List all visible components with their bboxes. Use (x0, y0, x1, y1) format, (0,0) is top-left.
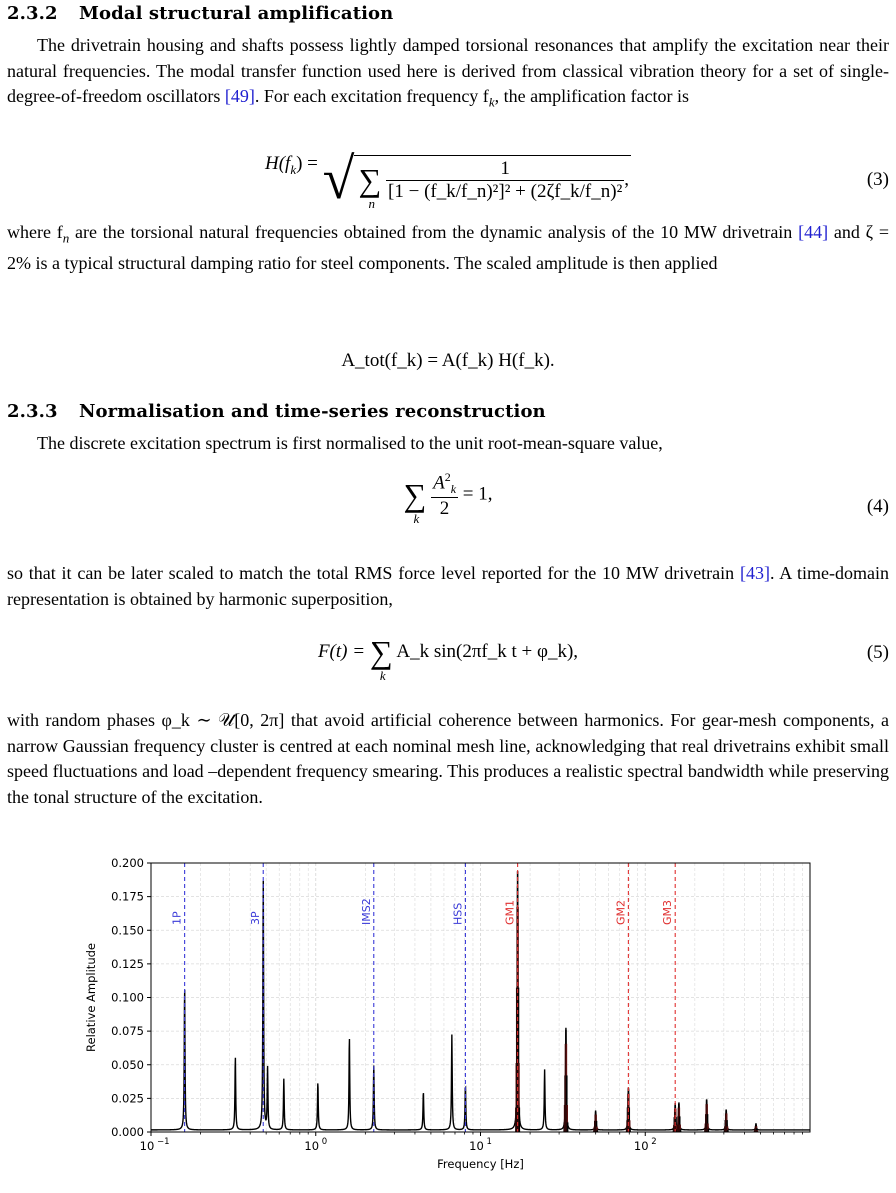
equation-body: F(t) = ∑ k A_k sin(2πf_k t + φ_k), (317, 634, 579, 683)
section-heading-2-3-3 (7, 401, 546, 422)
y-axis-label: Relative Amplitude (84, 943, 98, 1052)
section-heading-2-3-2 (7, 3, 393, 24)
paragraph-natural-frequencies: where $f_n$ are the torsional natural frequencies obtained from the dynamic analysis of the 10 MW drivetrain [44] and ζ = 2% is a typical structural damping ratio for steel components. The scaled amplitude is then applied (7, 222, 890, 274)
citation-link[interactable]: [49] (224, 86, 255, 107)
spectrum-chart (7, 855, 887, 1193)
section-title: Modal structural amplification (79, 3, 394, 24)
x-tick-exponent: −1 (157, 1137, 170, 1147)
y-tick-label: 0.025 (111, 1091, 144, 1106)
paragraph-text: and ζ = 2% is a typical structural damping ratio for steel components. The scaled amplitude is then applied (7, 222, 890, 274)
fraction-numerator: 1 (386, 158, 624, 181)
paragraph-text: The drivetrain housing and shafts possess lightly damped torsional resonances that amplify the excitation near their natural frequencies. The modal transfer function used here is derived from classical vibration theory for a set of single-degree-of-freedom oscillators (7, 35, 889, 107)
y-tick-label: 0.200 (111, 856, 144, 870)
y-tick-label: 0.075 (111, 1024, 144, 1039)
equation-body: $H(f_k)$ = √ ∑ n $\frac{1}{\text{[1 − (f\_k/f\_n)²]² + (2ζf\_k/f\_n)²}}$ , (264, 146, 630, 211)
marker-label-3P: 3P (249, 911, 263, 925)
equation-5 (7, 634, 889, 694)
equation-number: (5) (866, 642, 889, 663)
x-tick-label: 10 (633, 1139, 649, 1153)
marker-label-GM1: GM1 (503, 899, 517, 925)
marker-label-HSS: HSS (451, 902, 465, 925)
equation-rhs: = 1, (462, 483, 493, 505)
equation-4 (7, 470, 889, 540)
equation-body: A_tot(f_k) = A(f_k) H(f_k). (341, 350, 555, 371)
y-tick-label: 0.125 (111, 956, 144, 971)
equation-lhs: H(f (264, 153, 291, 175)
paragraph-text: are the torsional natural frequencies obtained from the dynamic analysis of the 10 MW drivetrain (69, 222, 799, 242)
paragraph-random-phases: with random phases φ_k ∼ 𝒰[0, 2π] that avoid artificial coherence between harmonics. For gear-mesh components, a narrow Gaussian frequency cluster is centred at each nominal mesh line, acknowledging that real drivetrains exhibit small speed fluctuations and load –dependent frequency smearing. This produces a realistic spectral bandwidth while preserving the tonal structure of the excitation. (7, 710, 889, 807)
citation-link[interactable]: [43] (739, 563, 770, 583)
x-tick-label: 10 (139, 1139, 155, 1153)
equation-rhs: A_k sin(2πf_k t + φ_k), (396, 640, 579, 662)
x-tick-exponent: 1 (486, 1137, 492, 1147)
y-tick-label: 0.100 (111, 990, 144, 1005)
section-title: Normalisation and time-series reconstruction (79, 401, 546, 422)
section-number: 2.3.2 (7, 3, 58, 24)
equation-number: (4) (866, 496, 889, 517)
equation-body: ∑ k $\frac{A^2_k}{2}$ = 1, (403, 470, 493, 526)
x-tick-exponent: 0 (321, 1137, 328, 1147)
marker-label-GM3: GM3 (661, 899, 675, 925)
marker-label-GM2: GM2 (614, 899, 628, 925)
section-number: 2.3.3 (7, 401, 58, 422)
equation-lhs: F(t) = (317, 640, 366, 662)
fraction-denominator: [1 − (f_k/f_n)²]² + (2ζf_k/f_n)² (388, 181, 623, 202)
y-tick-label: 0.150 (111, 923, 144, 938)
y-tick-label: 0.175 (111, 889, 144, 904)
equation-atot (7, 350, 889, 376)
citation-link[interactable]: [44] (798, 222, 829, 242)
paragraph-normalisation: The discrete excitation spectrum is first normalised to the unit root-mean-square value, (37, 433, 663, 453)
paragraph-text: so that it can be later scaled to match the total RMS force level reported for the 10 MW drivetrain (7, 563, 740, 583)
y-tick-label: 0.000 (111, 1125, 144, 1139)
paragraph-text: . For each excitation frequency f (254, 86, 489, 107)
marker-label-1P: 1P (170, 911, 184, 925)
equation-number: (3) (866, 169, 889, 190)
paragraph-text: , the amplification factor is (494, 86, 690, 107)
paragraph-text: where f (7, 222, 63, 242)
x-axis-label: Frequency [Hz] (437, 1157, 524, 1171)
equation-3 (7, 146, 889, 215)
marker-label-IMS2: IMS2 (359, 898, 373, 925)
x-tick-label: 10 (469, 1139, 484, 1153)
paragraph-text: . A time-domain representation is obtained by harmonic superposition, (7, 563, 889, 609)
x-tick-exponent: 2 (651, 1137, 657, 1147)
x-tick-label: 10 (304, 1139, 320, 1153)
paragraph-rms-scaling (7, 561, 889, 612)
paragraph-modal-intro: The drivetrain housing and shafts possess lightly damped torsional resonances that amplify the excitation near their natural frequencies. The modal transfer function used here is derived from classical vibration theory for a set of single-degree-of-freedom oscillators [49]. For each excitation frequency $f_k$, the amplification factor is (7, 35, 889, 110)
y-tick-label: 0.050 (111, 1057, 144, 1072)
